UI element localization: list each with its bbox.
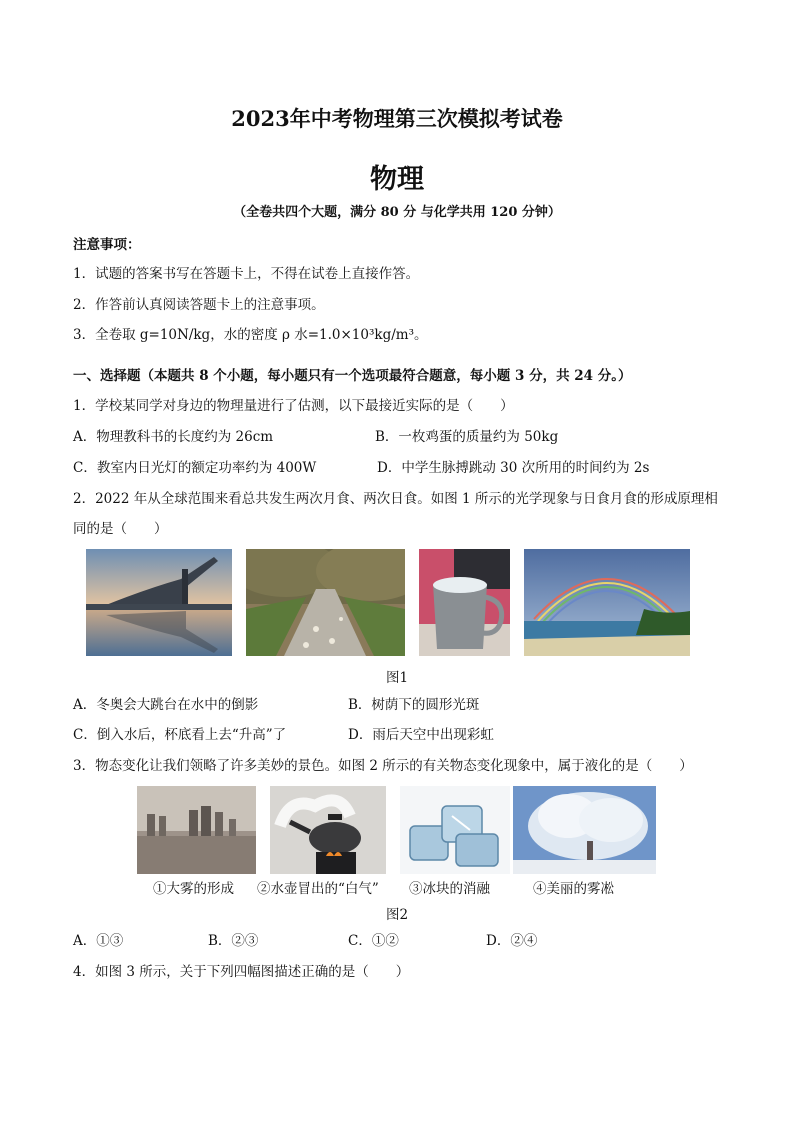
subject-title: 物理 [370,164,424,195]
figure-1-label: 图1 [385,670,409,686]
figure-2-caption-3: ③冰块的消融 [409,881,490,897]
rainbow-image [524,549,690,656]
q2-option-a: A．冬奥会大跳台在水中的倒影 [73,697,259,713]
q3-option-c: C．①② [348,933,399,949]
q1-option-a: A．物理教科书的长度约为 26cm [73,429,274,445]
q3-option-d: D．②④ [486,933,538,949]
q1-stem: 1．学校某同学对身边的物理量进行了估测，以下最接近实际的是（ ） [73,398,514,414]
q4-stem: 4．如图 3 所示，关于下列四幅图描述正确的是（ ） [73,964,410,980]
notice-item-3: 3．全卷取 g=10N/kg，水的密度 ρ 水=1.0×10³kg/m³。 [73,327,428,343]
q2-stem-line1: 2．2022 年从全球范围来看总共发生两次月食、两次日食。如图 1 所示的光学现象与日食月食的形成原理相 [73,491,718,507]
figure-2-caption-1: ①大雾的形成 [153,881,234,897]
rime-tree-image [513,786,656,874]
figure-2-caption-2: ②水壶冒出的“白气” [257,881,379,897]
q3-option-a: A．①③ [73,933,124,949]
figure-2-label: 图2 [385,907,409,923]
q2-stem-line2: 同的是（ ） [73,521,168,537]
section-heading: 一、选择题（本题共 8 个小题，每小题只有一个选项最符合题意，每小题 3 分，共 24 分。） [73,368,632,384]
tree-shade-light-spots-image [246,549,405,656]
q2-option-c: C．倒入水后，杯底看上去“升高”了 [73,727,287,743]
exam-note: （全卷共四个大题，满分 80 分 与化学共用 120 分钟） [233,205,561,220]
q3-option-b: B．②③ [208,933,259,949]
q2-option-d: D．雨后天空中出现彩虹 [348,727,494,743]
q2-option-b: B．树荫下的圆形光斑 [348,697,480,713]
exam-title: 2023年中考物理第三次模拟考试卷 [231,106,563,131]
notice-heading: 注意事项： [73,237,141,253]
fog-image [137,786,256,874]
kettle-steam-image [270,786,386,874]
cup-with-water-image [419,549,510,656]
figure-2-caption-4: ④美丽的雾凇 [533,881,614,897]
q1-option-b: B．一枚鸡蛋的质量约为 50kg [375,429,559,445]
q1-option-d: D．中学生脉搏跳动 30 次所用的时间约为 2s [377,460,650,476]
q1-option-c: C．教室内日光灯的额定功率约为 400W [73,460,317,476]
ski-jump-reflection-image [86,549,232,656]
q3-stem: 3．物态变化让我们领略了许多美妙的景色。如图 2 所示的有关物态变化现象中，属于液化的是（ ） [73,758,693,774]
notice-item-2: 2．作答前认真阅读答题卡上的注意事项。 [73,297,325,313]
ice-cubes-image [400,786,510,874]
notice-item-1: 1．试题的答案书写在答题卡上，不得在试卷上直接作答。 [73,266,420,282]
